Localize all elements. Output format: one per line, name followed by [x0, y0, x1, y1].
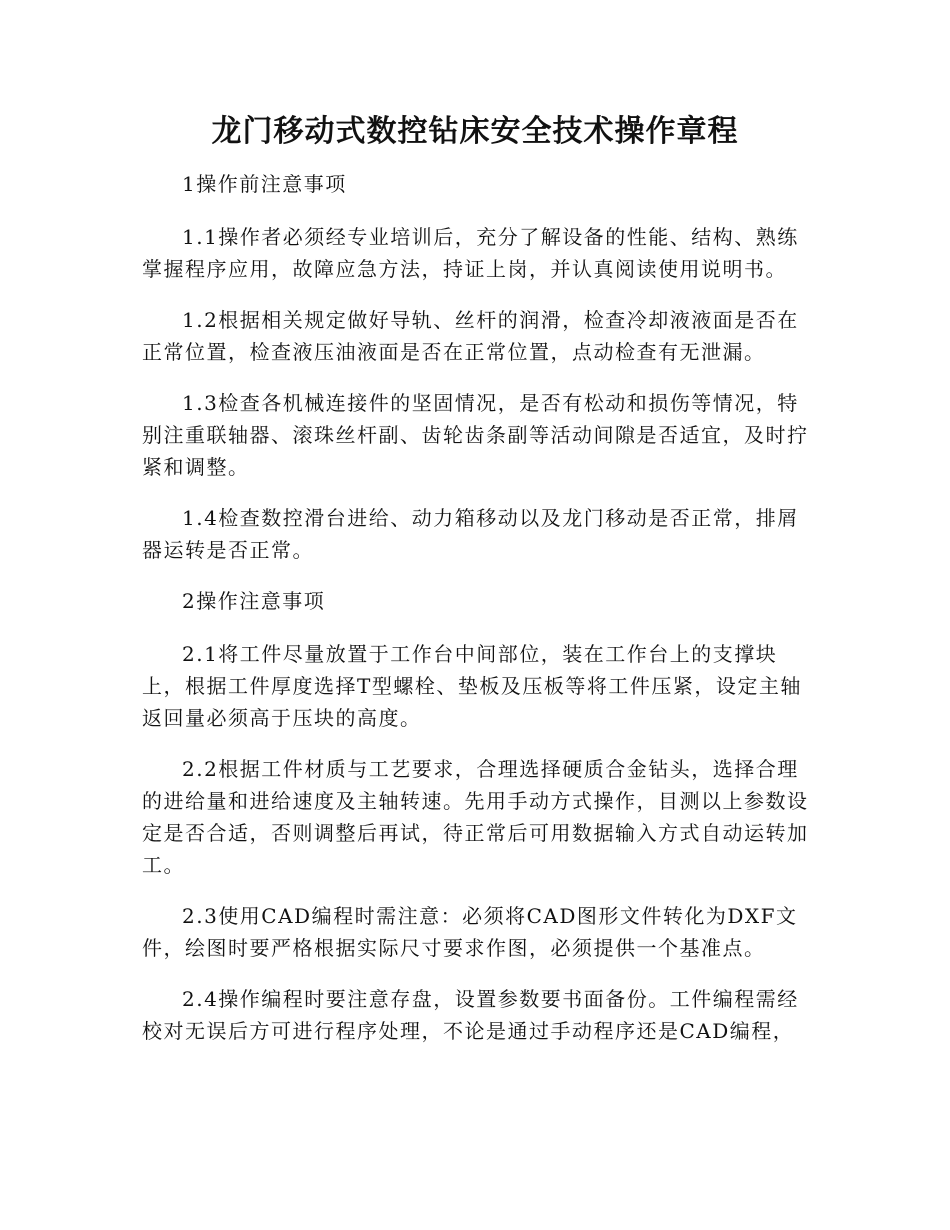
- section-heading-2: 2操作注意事项: [182, 589, 326, 613]
- paragraph-1-4: 1.4检查数控滑台进给、动力箱移动以及龙门移动是否正常，排屑器运转是否正常。: [142, 506, 799, 562]
- paragraph-2-2: 2.2根据工件材质与工艺要求，合理选择硬质合金钻头，选择合理的进给量和进给速度及主轴转速。先用手动方式操作，目测以上参数设定是否合适，否则调整后再试，待正常后可用数据输入方式自动运转加工。: [142, 757, 809, 877]
- paragraph-2-1: 2.1将工件尽量放置于工作台中间部位，装在工作台上的支撑块上，根据工件厚度选择T型螺栓、垫板及压板等将工件压紧，设定主轴返回量必须高于压块的高度。: [142, 642, 802, 730]
- paragraph-1-3: 1.3检查各机械连接件的坚固情况，是否有松动和损伤等情况，特别注重联轴器、滚珠丝杆副、齿轮齿条副等活动间隙是否适宜，及时拧紧和调整。: [142, 391, 809, 479]
- paragraph-1-2: 1.2根据相关规定做好导轨、丝杆的润滑，检查冷却液液面是否在正常位置，检查液压油液面是否在正常位置，点动检查有无泄漏。: [142, 308, 799, 364]
- document-body: [142, 168, 810, 1066]
- document-title: 龙门移动式数控钻床安全技术操作章程: [211, 114, 739, 149]
- section-heading-1: 1操作前注意事项: [182, 172, 347, 196]
- paragraph-2-4: 2.4操作编程时要注意存盘，设置参数要书面备份。工件编程需经校对无误后方可进行程序处理，不论是通过手动程序还是CAD编程，: [142, 987, 799, 1043]
- paragraph-1-1: 1.1操作者必须经专业培训后，充分了解设备的性能、结构、熟练掌握程序应用，故障应急方法，持证上岗，并认真阅读使用说明书。: [142, 225, 799, 281]
- paragraph-2-3: 2.3使用CAD编程时需注意：必须将CAD图形文件转化为DXF文件，绘图时要严格根据实际尺寸要求作图，必须提供一个基准点。: [142, 904, 798, 960]
